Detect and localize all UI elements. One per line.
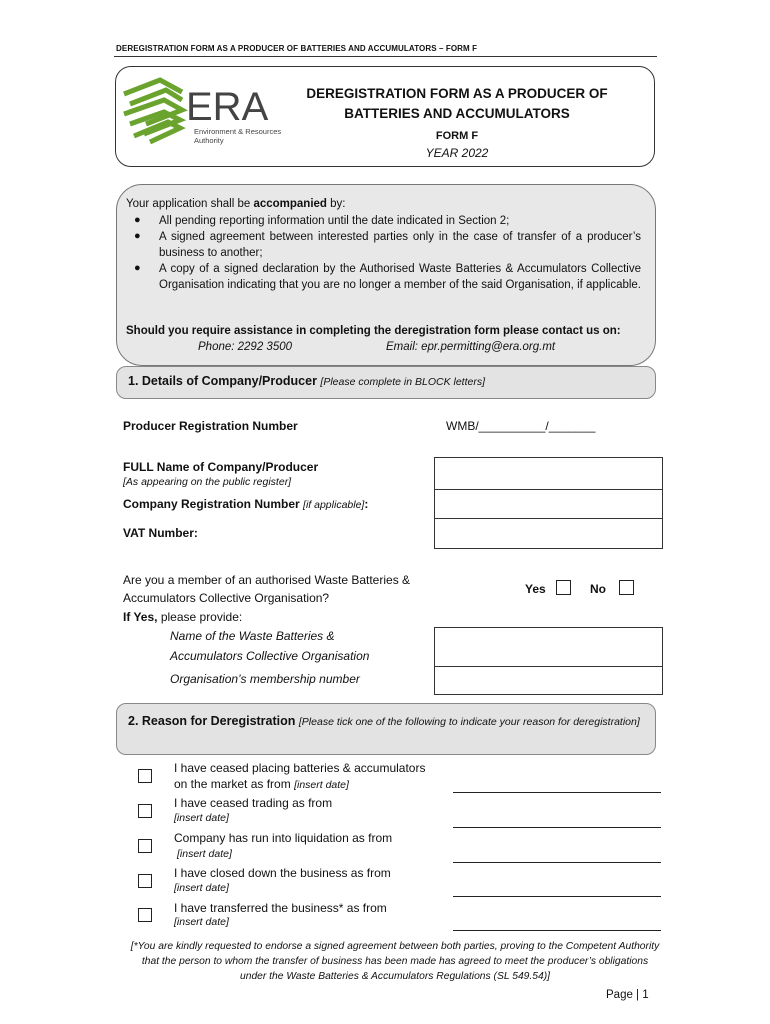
logo-subtitle-2: Authority <box>194 136 224 145</box>
producer-reg-label: Producer Registration Number <box>123 419 298 433</box>
insert-date-note: [insert date] <box>174 812 229 824</box>
company-reg-input[interactable] <box>434 489 663 520</box>
full-name-note: [As appearing on the public register] <box>123 476 292 488</box>
assistance-text: Should you require assistance in completing the deregistration form please contact us on: <box>126 325 621 337</box>
company-name-input[interactable] <box>434 457 663 491</box>
reason-text-line2 <box>174 777 349 791</box>
bullet-icon: ● <box>134 214 141 226</box>
date-line-1[interactable] <box>453 792 661 793</box>
era-logo <box>120 76 290 148</box>
reason-checkbox-ceased-placing[interactable] <box>138 769 152 783</box>
bullet-icon: ● <box>134 262 141 274</box>
membership-number-label: Organisation’s membership number <box>170 672 360 686</box>
section1-note: [Please complete in BLOCK letters] <box>320 376 485 388</box>
if-yes-bold: If Yes, <box>123 610 158 624</box>
contact-phone[interactable]: Phone: 2292 3500 <box>198 341 293 353</box>
if-yes-text <box>123 610 242 624</box>
producer-reg-field[interactable]: WMB/__________/_______ <box>446 419 596 433</box>
section1-title-text: 1. Details of Company/Producer <box>128 374 317 388</box>
reason-checkbox-transferred[interactable] <box>138 908 152 922</box>
reason-checkbox-ceased-trading[interactable] <box>138 804 152 818</box>
intro-suffix: by: <box>326 198 346 210</box>
vat-label: VAT Number: <box>123 526 198 540</box>
instruction-bullet-3: A copy of a signed declaration by the Authorised Waste Batteries & Accumulators Collective Organisation indicating that you are no longer a member of the said Organisation, if applicable. <box>159 263 642 291</box>
date-line-4[interactable] <box>453 896 661 897</box>
member-question-line1: Are you a member of an authorised Waste Batteries & <box>123 573 411 587</box>
section2-note: [Please tick one of the following to indicate your reason for deregistration] <box>298 716 640 728</box>
logo-wordmark: ERA <box>186 85 269 129</box>
transfer-footnote: [*You are kindly requested to endorse a signed agreement between both parties, proving to the Competent Authority that the person to whom the transfer of business has been made has agreed to meet the producer’s obligations under the Waste Batteries & Accumulators Regulations (SL 549.54)] <box>130 941 660 982</box>
reason-text: Company has run into liquidation as from <box>174 831 393 845</box>
insert-date-note: [insert date] <box>177 848 232 860</box>
reason-checkbox-liquidation[interactable] <box>138 839 152 853</box>
bullet-icon: ● <box>134 230 141 242</box>
member-question-line2: Accumulators Collective Organisation? <box>123 591 330 605</box>
instructions-intro <box>126 198 346 210</box>
org-name-label-line1: Name of the Waste Batteries & <box>170 629 335 643</box>
instruction-bullet-2: A signed agreement between interested parties only in the case of transfer of a producer’s business to another; <box>159 231 641 259</box>
yes-checkbox[interactable] <box>556 580 571 595</box>
org-name-input[interactable] <box>434 627 663 668</box>
reason-text: I have transferred the business* as from <box>174 901 387 915</box>
no-checkbox[interactable] <box>619 580 634 595</box>
org-name-label-line2: Accumulators Collective Organisation <box>170 649 370 663</box>
insert-date-note: [insert date] <box>294 779 349 791</box>
company-reg-text: Company Registration Number <box>123 497 300 511</box>
membership-number-input[interactable] <box>434 666 663 695</box>
form-title-line2: BATTERIES AND ACCUMULATORS <box>344 106 570 121</box>
insert-date-note: [insert date] <box>174 916 229 928</box>
page-number: Page | 1 <box>606 989 649 1001</box>
full-name-label: FULL Name of Company/Producer <box>123 460 319 474</box>
intro-prefix: Your application shall be <box>126 198 254 210</box>
date-line-2[interactable] <box>453 827 661 828</box>
vat-input[interactable] <box>434 518 663 549</box>
year-label: YEAR 2022 <box>425 146 489 160</box>
intro-bold: accompanied <box>253 198 327 210</box>
form-label: FORM F <box>435 130 479 142</box>
contact-email[interactable]: Email: epr.permitting@era.org.mt <box>386 341 556 353</box>
section2-title <box>128 711 644 732</box>
company-reg-colon: : <box>364 497 369 511</box>
logo-subtitle-1: Environment & Resources <box>194 127 282 136</box>
instruction-bullet-1: All pending reporting information until the date indicated in Section 2; <box>159 215 510 227</box>
era-logo-icon <box>120 76 290 148</box>
form-title-line1: DEREGISTRATION FORM AS A PRODUCER OF <box>306 86 608 101</box>
if-yes-rest: please provide: <box>157 610 243 624</box>
header-rule <box>114 56 657 57</box>
yes-label: Yes <box>525 582 546 596</box>
no-label: No <box>590 582 606 596</box>
insert-date-note: [insert date] <box>174 882 229 894</box>
reason-line2-text: on the market as from <box>174 777 291 791</box>
company-reg-label <box>123 497 368 511</box>
reason-text: I have ceased trading as from <box>174 796 333 810</box>
date-line-5[interactable] <box>453 930 661 931</box>
section1-title <box>128 374 485 388</box>
company-reg-note: [if applicable] <box>303 499 365 511</box>
date-line-3[interactable] <box>453 862 661 863</box>
running-header: DEREGISTRATION FORM AS A PRODUCER OF BATTERIES AND ACCUMULATORS – FORM F <box>116 44 478 53</box>
reason-checkbox-closed-down[interactable] <box>138 874 152 888</box>
section2-title-text: 2. Reason for Deregistration <box>128 714 296 728</box>
reason-text: I have ceased placing batteries & accumulators <box>174 761 426 775</box>
reason-text: I have closed down the business as from <box>174 866 391 880</box>
